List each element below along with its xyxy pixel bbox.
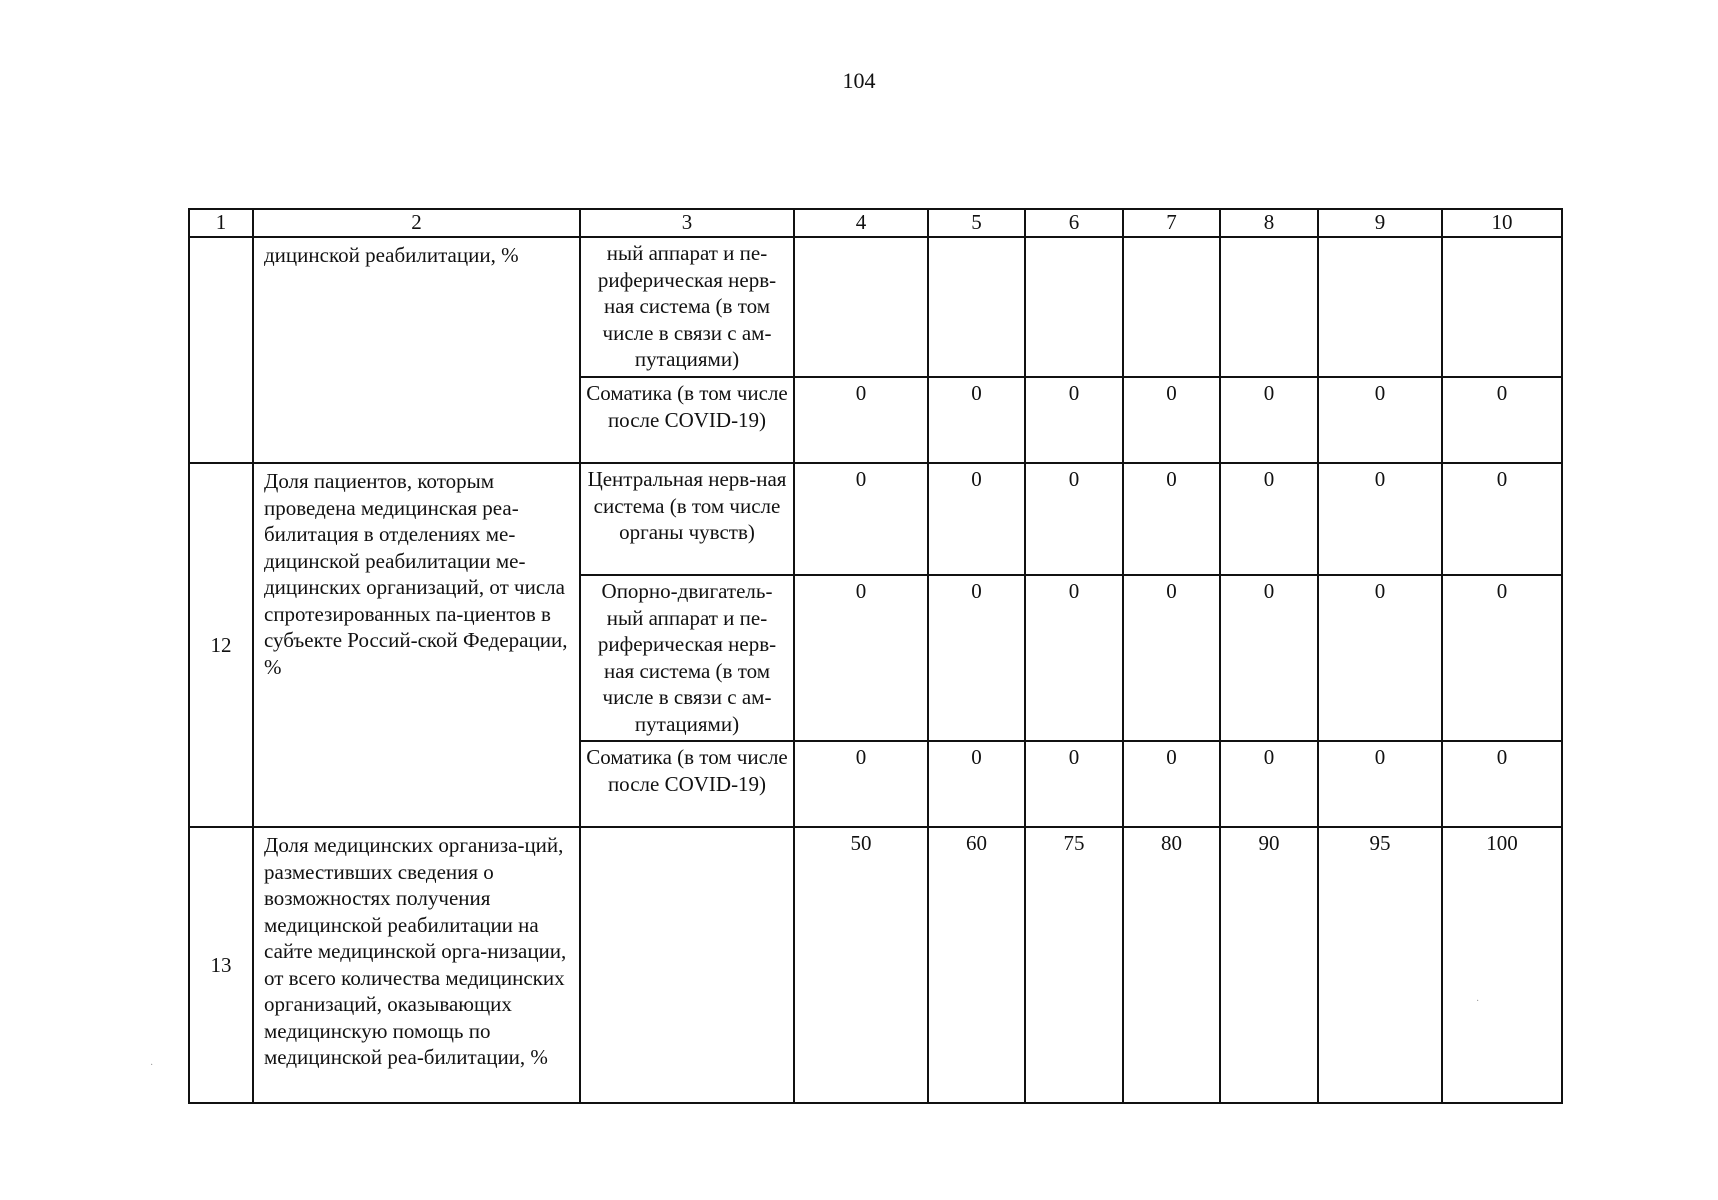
value-cell-col-6 [1025, 237, 1123, 377]
page-number: 104 [842, 68, 876, 93]
value-cell-col-7: 80 [1123, 827, 1220, 1103]
value-cell-col-5: 0 [928, 575, 1025, 741]
value-cell-col-6: 75 [1025, 827, 1123, 1103]
category-cell: ный аппарат и пе-риферическая нерв-ная система (в том числе в связи с ам-путациями) [580, 237, 794, 377]
value-cell-col-9: 0 [1318, 741, 1442, 827]
header-col-4: 4 [794, 209, 928, 237]
value-cell-col-10: 0 [1442, 377, 1562, 463]
category-cell: Соматика (в том числе после COVID-19) [580, 741, 794, 827]
value-cell-col-5: 60 [928, 827, 1025, 1103]
scan-mark: · [150, 1060, 154, 1071]
value-cell-col-9: 0 [1318, 463, 1442, 575]
category-cell: Центральная нерв-ная система (в том числе органы чувств) [580, 463, 794, 575]
value-cell-col-7 [1123, 237, 1220, 377]
category-cell: Соматика (в том числе после COVID-19) [580, 377, 794, 463]
value-cell-col-6: 0 [1025, 575, 1123, 741]
header-col-2: 2 [253, 209, 580, 237]
value-cell-col-9 [1318, 237, 1442, 377]
value-cell-col-10: 0 [1442, 575, 1562, 741]
value-cell-col-9: 95 [1318, 827, 1442, 1103]
header-row [189, 209, 1562, 237]
row-number: 12 [189, 463, 253, 827]
value-cell-col-10: 100 [1442, 827, 1562, 1103]
value-cell-col-5: 0 [928, 463, 1025, 575]
value-cell-col-5 [928, 237, 1025, 377]
header-col-1: 1 [189, 209, 253, 237]
value-cell-col-9: 0 [1318, 377, 1442, 463]
value-cell-col-6: 0 [1025, 377, 1123, 463]
value-cell-col-8: 0 [1220, 741, 1318, 827]
value-cell-col-7: 0 [1123, 463, 1220, 575]
header-col-7: 7 [1123, 209, 1220, 237]
table-row [189, 237, 1562, 377]
value-cell-col-7: 0 [1123, 575, 1220, 741]
value-cell-col-4: 0 [794, 463, 928, 575]
value-cell-col-5: 0 [928, 377, 1025, 463]
value-cell-col-7: 0 [1123, 377, 1220, 463]
header-col-6: 6 [1025, 209, 1123, 237]
indicator-name: дицинской реабилитации, % [253, 237, 580, 463]
table-body [189, 237, 1562, 1103]
table-row [189, 463, 1562, 575]
value-cell-col-4: 0 [794, 575, 928, 741]
scan-mark: · [1476, 996, 1480, 1007]
value-cell-col-9: 0 [1318, 575, 1442, 741]
value-cell-col-8: 0 [1220, 463, 1318, 575]
row-number: 13 [189, 827, 253, 1103]
value-cell-col-4: 0 [794, 741, 928, 827]
value-cell-col-8: 0 [1220, 377, 1318, 463]
header-col-8: 8 [1220, 209, 1318, 237]
value-cell-col-8 [1220, 237, 1318, 377]
value-cell-col-8: 0 [1220, 575, 1318, 741]
header-col-9: 9 [1318, 209, 1442, 237]
header-col-10: 10 [1442, 209, 1562, 237]
value-cell-col-5: 0 [928, 741, 1025, 827]
category-cell: Опорно-двигатель-ный аппарат и пе-риферическая нерв-ная система (в том числе в связи с ам-путациями) [580, 575, 794, 741]
value-cell-col-7: 0 [1123, 741, 1220, 827]
value-cell-col-10: 0 [1442, 741, 1562, 827]
category-cell [580, 827, 794, 1103]
row-number [189, 237, 253, 463]
value-cell-col-10 [1442, 237, 1562, 377]
indicator-name: Доля медицинских организа-ций, разместивших сведения о возможностях получения медицинской реабилитации на сайте медицинской орга-низации, от всего количества медицинских организаций, оказывающих медицинскую помощь по медицинской реа-билитации, % [253, 827, 580, 1103]
indicator-table [188, 208, 1563, 1104]
value-cell-col-6: 0 [1025, 463, 1123, 575]
header-col-5: 5 [928, 209, 1025, 237]
header-col-3: 3 [580, 209, 794, 237]
value-cell-col-4 [794, 237, 928, 377]
value-cell-col-8: 90 [1220, 827, 1318, 1103]
value-cell-col-10: 0 [1442, 463, 1562, 575]
indicator-name: Доля пациентов, которым проведена медицинская реа-билитация в отделениях ме-дицинской реабилитации ме-дицинских организаций, от числа спротезированных па-циентов в субъекте Россий-ской Федерации, % [253, 463, 580, 827]
value-cell-col-4: 0 [794, 377, 928, 463]
value-cell-col-4: 50 [794, 827, 928, 1103]
value-cell-col-6: 0 [1025, 741, 1123, 827]
table-row [189, 827, 1562, 1103]
